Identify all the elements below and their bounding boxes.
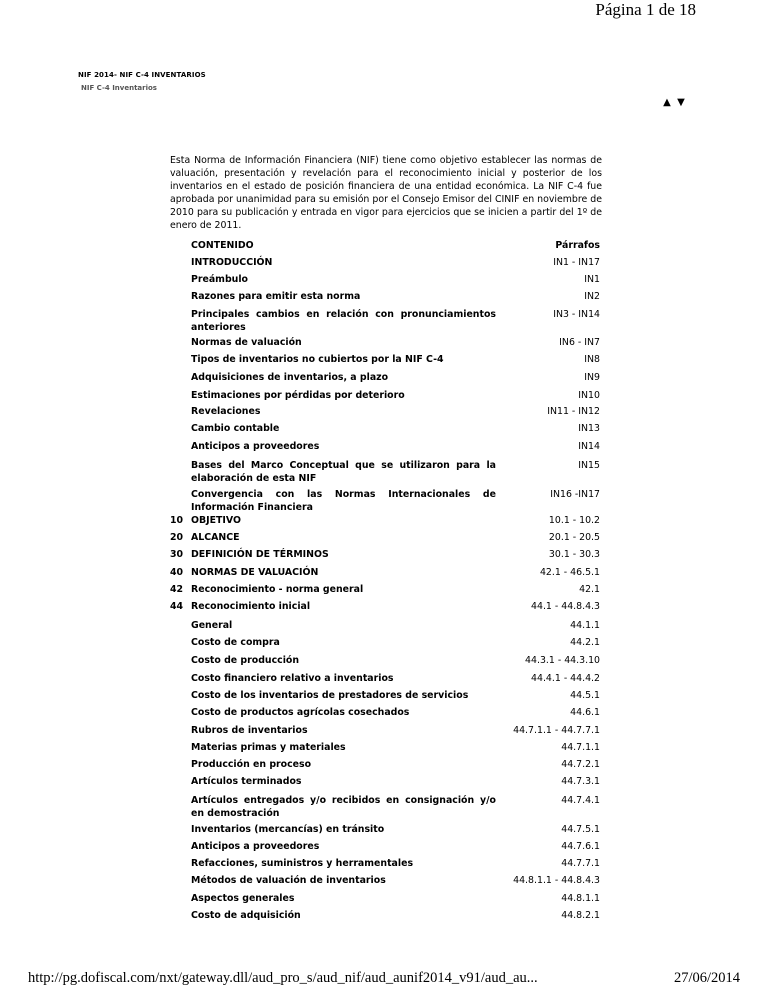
toc-paragraphs: IN3 - IN14: [553, 309, 600, 320]
toc-paragraphs: 44.8.2.1: [561, 910, 600, 921]
toc-paragraphs: IN6 - IN7: [559, 337, 600, 348]
toc-paragraphs: 44.1 - 44.8.4.3: [531, 601, 600, 612]
toc-label: Anticipos a proveedores: [191, 441, 320, 452]
toc-label: Revelaciones: [191, 406, 261, 417]
toc-paragraphs: 44.7.4.1: [561, 795, 600, 806]
toc-label: Bases del Marco Conceptual que se utilizaron para la elaboración de esta NIF: [191, 460, 496, 484]
toc-label: Inventarios (mercancías) en tránsito: [191, 824, 385, 835]
toc-paragraphs: 42.1: [579, 584, 600, 595]
toc-paragraphs: Párrafos: [555, 240, 600, 251]
toc-paragraphs: 44.2.1: [570, 637, 600, 648]
document-title: NIF 2014- NIF C-4 INVENTARIOS: [78, 71, 206, 79]
toc-label: Métodos de valuación de inventarios: [191, 875, 386, 886]
toc-paragraphs: 44.7.1.1 - 44.7.7.1: [513, 725, 600, 736]
toc-label: Artículos entregados y/o recibidos en consignación y/o en demostración: [191, 795, 496, 819]
toc-label: Materias primas y materiales: [191, 742, 346, 753]
toc-label: Reconocimiento inicial: [191, 601, 311, 612]
toc-label: Normas de valuación: [191, 337, 302, 348]
toc-paragraphs: 44.7.2.1: [561, 759, 600, 770]
toc-paragraphs: IN9: [584, 372, 600, 383]
toc-paragraphs: IN16 -IN17: [550, 489, 600, 500]
toc-label: General: [191, 620, 233, 631]
toc-paragraphs: IN2: [584, 291, 600, 302]
toc-paragraphs: 20.1 - 20.5: [548, 532, 600, 543]
toc-label: Adquisiciones de inventarios, a plazo: [191, 372, 389, 383]
toc-paragraphs: 44.7.5.1: [561, 824, 600, 835]
toc-label: Preámbulo: [191, 274, 248, 285]
toc-label: Producción en proceso: [191, 759, 312, 770]
toc-paragraphs: IN10: [578, 390, 600, 401]
intro-paragraph: Esta Norma de Información Financiera (NIF) tiene como objetivo establecer las normas de valuación, presentación y revelación para el reconocimiento inicial y posterior de los inventarios en el estado de posición financiera de una entidad económica. La NIF C-4 fue aprobada por unanimidad para su emisión por el Consejo Emisor del CINIF en noviembre de 2010 para su publicación y entrada en vigor para ejercicios que se inicien a partir del 1º de enero de 2011.: [170, 155, 602, 232]
toc-paragraphs: 44.7.7.1: [561, 858, 600, 869]
toc-label: Costo financiero relativo a inventarios: [191, 673, 394, 684]
toc-label: Costo de adquisición: [191, 910, 301, 921]
toc-label: DEFINICIÓN DE TÉRMINOS: [191, 549, 329, 560]
toc-label: OBJETIVO: [191, 515, 241, 526]
toc-paragraphs: IN14: [578, 441, 600, 452]
arrow-down-icon[interactable]: ▼: [677, 97, 685, 108]
toc-label: NORMAS DE VALUACIÓN: [191, 567, 319, 578]
footer-date: 27/06/2014: [673, 970, 740, 986]
toc-section-number: 44: [170, 601, 184, 612]
toc-label: Razones para emitir esta norma: [191, 291, 361, 302]
toc-section-number: 42: [170, 584, 184, 595]
toc-section-number: 40: [170, 567, 184, 578]
toc-section-number: 20: [170, 532, 184, 543]
toc-label: Cambio contable: [191, 423, 280, 434]
toc-section-number: 30: [170, 549, 184, 560]
toc-paragraphs: IN1 - IN17: [553, 257, 600, 268]
toc-label: Convergencia con las Normas Internacionales de Información Financiera: [191, 489, 496, 513]
toc-paragraphs: 44.7.3.1: [561, 776, 600, 787]
toc-paragraphs: IN11 - IN12: [547, 406, 600, 417]
toc-paragraphs: 30.1 - 30.3: [548, 549, 600, 560]
toc-label: Tipos de inventarios no cubiertos por la NIF C-4: [191, 354, 444, 365]
toc-paragraphs: IN13: [578, 423, 600, 434]
toc-label: Principales cambios en relación con pronunciamientos anteriores: [191, 309, 496, 333]
toc-paragraphs: 10.1 - 10.2: [548, 515, 600, 526]
toc-label: Costo de los inventarios de prestadores de servicios: [191, 690, 469, 701]
toc-label: Estimaciones por pérdidas por deterioro: [191, 390, 405, 401]
toc-label: CONTENIDO: [191, 240, 254, 251]
toc-label: Refacciones, suministros y herramentales: [191, 858, 414, 869]
toc-label: Aspectos generales: [191, 893, 295, 904]
footer-url: http://pg.dofiscal.com/nxt/gateway.dll/aud_pro_s/aud_nif/aud_aunif2014_v91/aud_au...: [28, 970, 538, 986]
arrow-up-icon[interactable]: ▲: [663, 97, 671, 108]
toc-paragraphs: 44.7.6.1: [561, 841, 600, 852]
toc-section-number: 10: [170, 515, 184, 526]
toc-label: Costo de producción: [191, 655, 300, 666]
toc-paragraphs: IN15: [578, 460, 600, 471]
toc-label: Rubros de inventarios: [191, 725, 308, 736]
toc-paragraphs: 44.3.1 - 44.3.10: [525, 655, 600, 666]
toc-label: Artículos terminados: [191, 776, 302, 787]
toc-label: Costo de productos agrícolas cosechados: [191, 707, 410, 718]
toc-label: INTRODUCCIÓN: [191, 257, 273, 268]
toc-label: ALCANCE: [191, 532, 240, 543]
toc-paragraphs: 44.8.1.1: [561, 893, 600, 904]
toc-paragraphs: 44.4.1 - 44.4.2: [531, 673, 600, 684]
toc-paragraphs: 44.6.1: [570, 707, 600, 718]
toc-label: Anticipos a proveedores: [191, 841, 320, 852]
toc-label: Costo de compra: [191, 637, 280, 648]
toc-label: Reconocimiento - norma general: [191, 584, 364, 595]
toc-paragraphs: 44.8.1.1 - 44.8.4.3: [513, 875, 600, 886]
toc-paragraphs: IN8: [584, 354, 600, 365]
toc-paragraphs: 44.7.1.1: [561, 742, 600, 753]
toc-paragraphs: 44.1.1: [570, 620, 600, 631]
document-subtitle: NIF C-4 Inventarios: [81, 84, 157, 92]
toc-paragraphs: 42.1 - 46.5.1: [539, 567, 600, 578]
toc-paragraphs: 44.5.1: [570, 690, 600, 701]
toc-paragraphs: IN1: [584, 274, 600, 285]
page-header: Página 1 de 18: [595, 0, 696, 19]
